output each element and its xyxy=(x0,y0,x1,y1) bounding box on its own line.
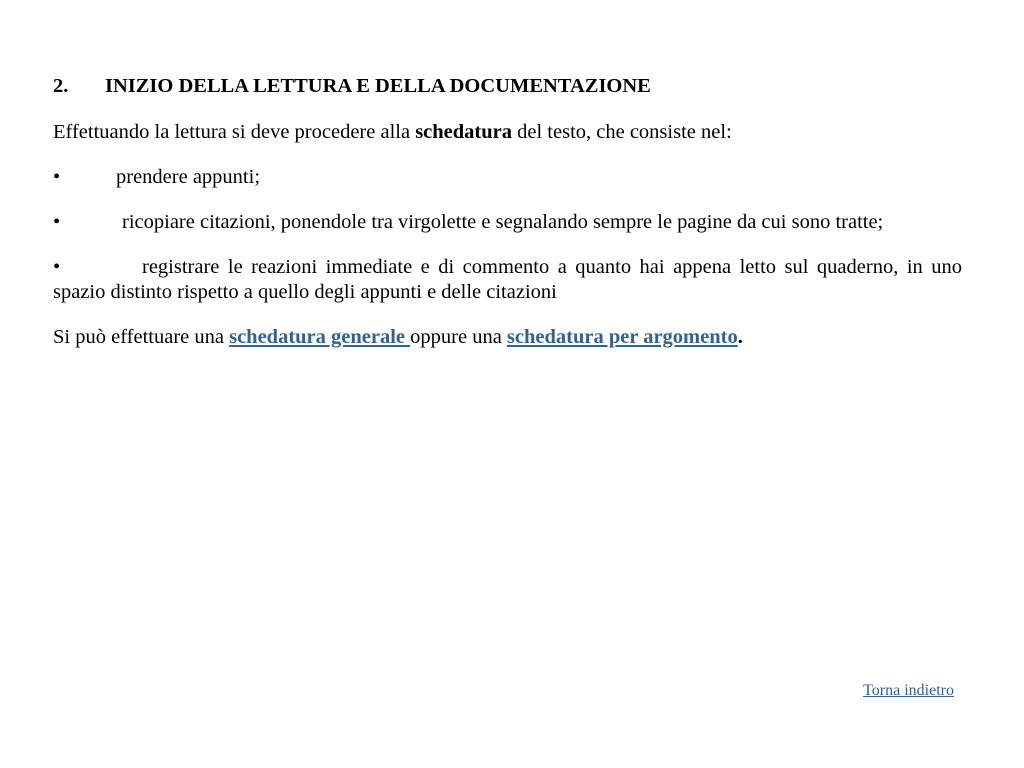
closing-text-middle: oppure una xyxy=(410,326,507,348)
list-item-text: ricopiare citazioni, ponendole tra virgolette e segnalando sempre le pagine da cui sono tratte; xyxy=(122,211,884,233)
intro-text-before: Effettuando la lettura si deve procedere alla xyxy=(53,121,416,143)
closing-period: . xyxy=(737,326,743,348)
list-item-text: registrare le reazioni immediate e di commento a quanto hai appena letto sul quaderno, in uno spazio distinto rispetto a quello degli appunti e delle citazioni xyxy=(53,256,962,303)
section-number: 2. xyxy=(53,75,69,97)
schedatura-per-argomento-link[interactable]: schedatura per argomento xyxy=(506,326,738,348)
closing-text-before: Si può effettuare una xyxy=(53,326,230,348)
schedatura-generale-link[interactable]: schedatura generale xyxy=(229,326,411,348)
intro-bold-term: schedatura xyxy=(415,121,512,143)
section-title: INIZIO DELLA LETTURA E DELLA DOCUMENTAZIONE xyxy=(105,75,651,97)
list-item xyxy=(53,165,962,190)
bullet-icon: • xyxy=(53,166,61,188)
bullet-icon: • xyxy=(53,211,61,233)
list-item xyxy=(53,255,962,305)
intro-text-after: del testo, che consiste nel: xyxy=(512,121,732,143)
slide-content xyxy=(53,74,962,370)
list-item xyxy=(53,210,962,235)
back-link[interactable]: Torna indietro xyxy=(863,682,954,699)
intro-paragraph xyxy=(53,120,962,145)
bullet-icon: • xyxy=(53,256,61,278)
list-item-text: prendere appunti; xyxy=(116,166,261,188)
closing-paragraph xyxy=(53,325,962,350)
section-heading xyxy=(53,74,962,100)
